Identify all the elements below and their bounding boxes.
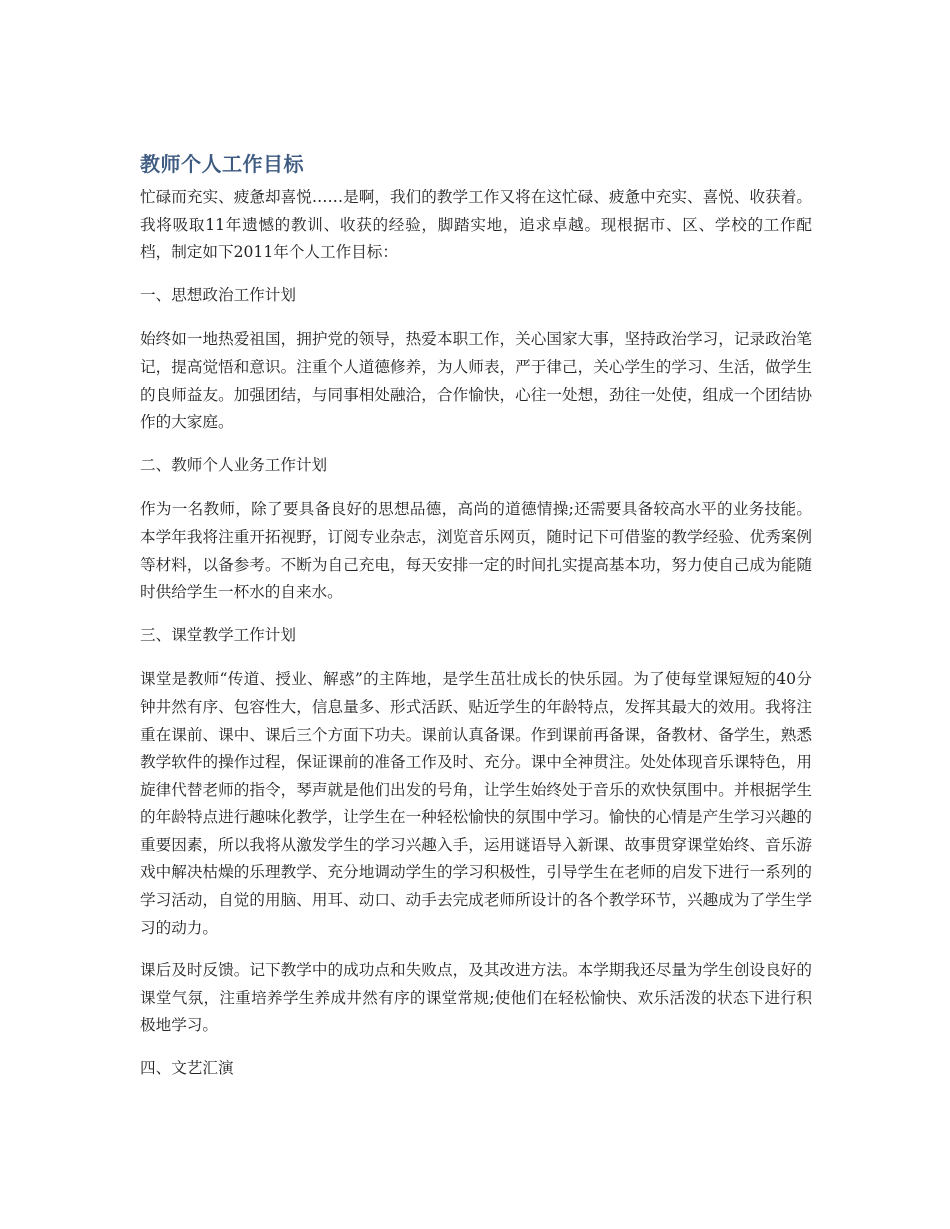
- document-page: [140, 150, 812, 1100]
- section-heading-2: 二、教师个人业务工作计划: [140, 455, 328, 474]
- section-heading-4: 四、文艺汇演: [140, 1059, 234, 1078]
- section-heading-1: 一、思想政治工作计划: [140, 285, 296, 304]
- section-3-paragraph-1: 课堂是教师“传道、授业、解惑”的主阵地，是学生茁壮成长的快乐园。为了使每堂课短短的40分钟井然有序、包容性大，信息量多、形式活跃、贴近学生的年龄特点，发挥其最大的效用。我将注重在课前、课中、课后三个方面下功夫。课前认真备课。作到课前再备课，备教材、备学生，熟悉教学软件的操作过程，保证课前的准备工作及时、充分。课中全神贯注。处处体现音乐课特色，用旋律代替老师的指令，琴声就是他们出发的号角，让学生始终处于音乐的欢快氛围中。并根据学生的年龄特点进行趣味化教学，让学生在一种轻松愉快的氛围中学习。愉快的心情是产生学习兴趣的重要因素，所以我将从激发学生的学习兴趣入手，运用谜语导入新课、故事贯穿课堂始终、音乐游戏中解决枯燥的乐理教学、充分地调动学生的学习积极性，引导学生在老师的启发下进行一系列的学习活动，自觉的用脑、用耳、动口、动手去完成老师所设计的各个教学环节，兴趣成为了学生学习的动力。: [140, 670, 812, 937]
- section-1-paragraph: 始终如一地热爱祖国，拥护党的领导，热爱本职工作，关心国家大事，坚持政治学习，记录政治笔记，提高觉悟和意识。注重个人道德修养，为人师表，严于律己，关心学生的学习、生活，做学生的良师益友。加强团结，与同事相处融洽，合作愉快，心往一处想，劲往一处使，组成一个团结协作的大家庭。: [140, 330, 812, 432]
- section-2-paragraph: 作为一名教师，除了要具备良好的思想品德，高尚的道德情操;还需要具备较高水平的业务技能。本学年我将注重开拓视野，订阅专业杂志，浏览音乐网页，随时记下可借鉴的教学经验、优秀案例等材料，以备参考。不断为自己充电，每天安排一定的时间扎实提高基本功，努力使自己成为能随时供给学生一杯水的自来水。: [140, 500, 812, 602]
- document-title: 教师个人工作目标: [140, 152, 304, 176]
- section-3-paragraph-2: 课后及时反馈。记下教学中的成功点和失败点，及其改进方法。本学期我还尽量为学生创设良好的课堂气氛，注重培养学生养成井然有序的课堂常规;使他们在轻松愉快、欢乐活泼的状态下进行积极地学习。: [140, 961, 812, 1035]
- intro-paragraph: 忙碌而充实、疲惫却喜悦……是啊，我们的教学工作又将在这忙碌、疲惫中充实、喜悦、收获着。我将吸取11年遗憾的教训、收获的经验，脚踏实地，追求卓越。现根据市、区、学校的工作配档，制定如下2011年个人工作目标：: [140, 188, 812, 262]
- section-heading-3: 三、课堂教学工作计划: [140, 625, 296, 644]
